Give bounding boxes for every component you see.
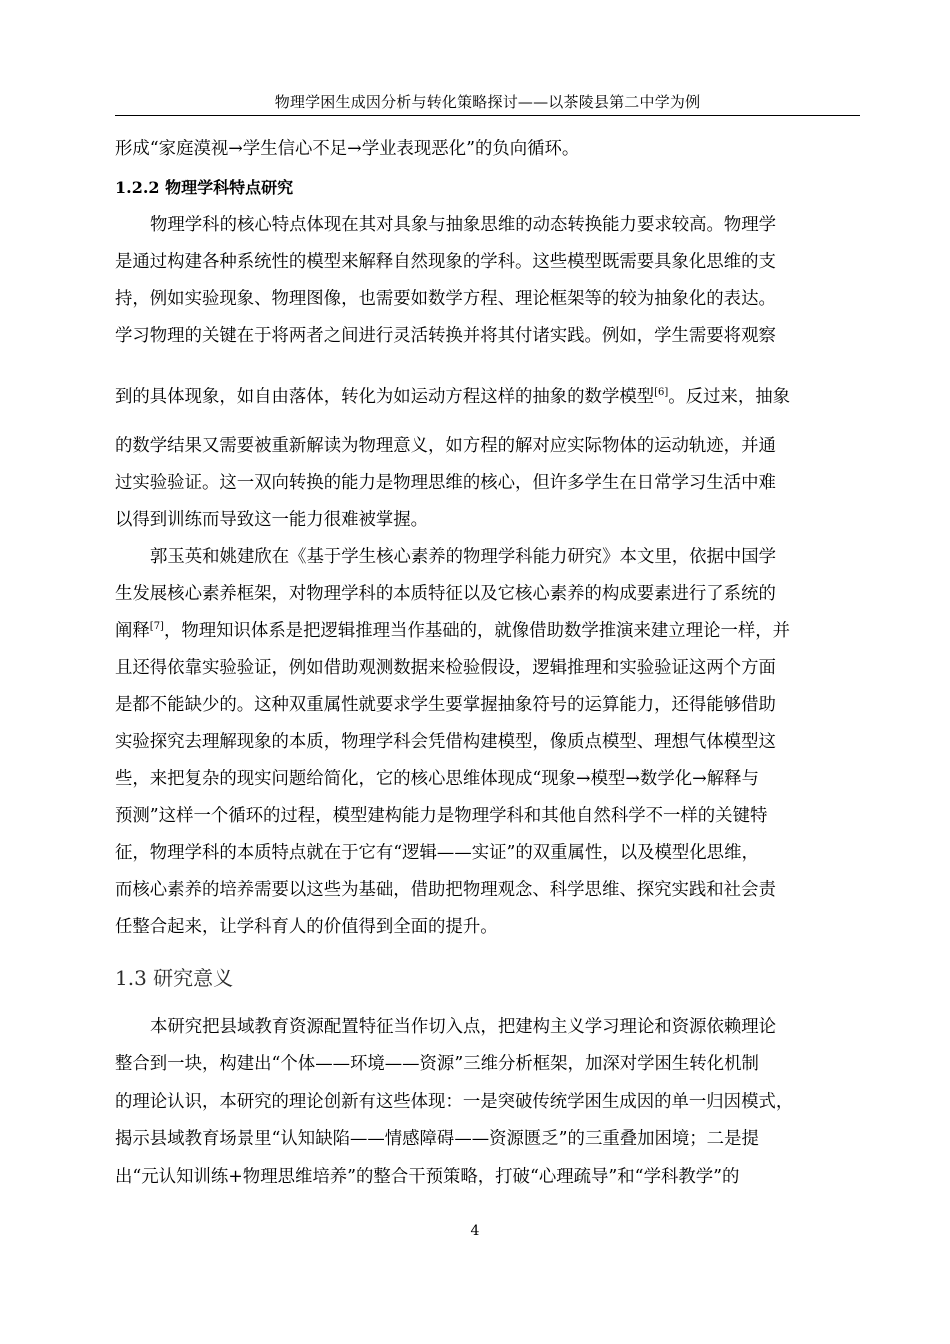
paragraph-line: 学习物理的关键在于将两者之间进行灵活转换并将其付诸实践。例如，学生需要将观察	[115, 326, 776, 346]
line-text: 到的具体现象，如自由落体，转化为如运动方程这样的抽象的数学模型	[115, 387, 655, 407]
paragraph-line: 形成“家庭漠视→学生信心不足→学业表现恶化”的负向循环。	[115, 139, 580, 159]
paragraph-line: 是都不能缺少的。这种双重属性就要求学生要掌握抽象符号的运算能力，还得能够借助	[115, 695, 776, 715]
paragraph-line: 征，物理学科的本质特点就在于它有“逻辑——实证”的双重属性，以及模型化思维，	[115, 843, 759, 863]
citation-ref-7[interactable]: [7]	[149, 621, 164, 632]
paragraph-line: 出“元认知训练+物理思维培养”的整合干预策略，打破“心理疏导”和“学科教学”的	[115, 1167, 740, 1187]
paragraph-line: 实验探究去理解现象的本质，物理学科会凭借构建模型，像质点模型、理想气体模型这	[115, 732, 776, 752]
paragraph-line: 郭玉英和姚建欣在《基于学生核心素养的物理学科能力研究》本文里，依据中国学	[150, 547, 777, 567]
running-header: 物理学困生成因分析与转化策略探讨——以茶陵县第二中学为例	[274, 93, 701, 111]
section-heading-1-3: 1.3 研究意义	[115, 966, 234, 990]
header-rule	[115, 115, 860, 116]
paragraph-line: 持，例如实验现象、物理图像，也需要如数学方程、理论框架等的较为抽象化的表达。	[115, 289, 776, 309]
paragraph-line: 过实验验证。这一双向转换的能力是物理思维的核心，但许多学生在日常学习生活中难	[115, 473, 776, 493]
page-number: 4	[470, 1223, 480, 1239]
paragraph-line: 而核心素养的培养需要以这些为基础，借助把物理观念、科学思维、探究实践和社会责	[115, 880, 776, 900]
citation-ref-6[interactable]: [6]	[654, 387, 669, 398]
paragraph-line: 些，来把复杂的现实问题给简化，它的核心思维体现成“现象→模型→数学化→解释与	[115, 769, 759, 789]
paragraph-line: 以得到训练而导致这一能力很难被掌握。	[115, 510, 429, 530]
paragraph-line: 任整合起来，让学科育人的价值得到全面的提升。	[115, 917, 498, 937]
paragraph-line	[115, 620, 790, 642]
paragraph-line: 的数学结果又需要被重新解读为物理意义，如方程的解对应实际物体的运动轨迹，并通	[115, 436, 776, 456]
paragraph-line: 是通过构建各种系统性的模型来解释自然现象的学科。这些模型既需要具象化思维的支	[115, 252, 776, 272]
paragraph-line: 本研究把县域教育资源配置特征当作切入点，把建构主义学习理论和资源依赖理论	[150, 1017, 777, 1037]
paragraph-line: 整合到一块，构建出“个体——环境——资源”三维分析框架，加深对学困生转化机制	[115, 1054, 759, 1074]
line-text: ，物理知识体系是把逻辑推理当作基础的，就像借助数学推演来建立理论一样，并	[163, 621, 791, 641]
paragraph-line: 揭示县域教育场景里“认知缺陷——情感障碍——资源匮乏”的三重叠加困境；二是提	[115, 1129, 759, 1149]
paragraph-line: 物理学科的核心特点体现在其对具象与抽象思维的动态转换能力要求较高。物理学	[150, 215, 777, 235]
paragraph-line: 的理论认识，本研究的理论创新有这些体现：一是突破传统学困生成因的单一归因模式，	[115, 1092, 794, 1112]
paragraph-line	[115, 386, 790, 408]
paragraph-line: 生发展核心素养框架，对物理学科的本质特征以及它核心素养的构成要素进行了系统的	[115, 584, 776, 604]
line-text: 阐释	[115, 621, 150, 641]
paragraph-line: 且还得依靠实验验证，例如借助观测数据来检验假设，逻辑推理和实验验证这两个方面	[115, 658, 776, 678]
paragraph-line: 预测”这样一个循环的过程，模型建构能力是物理学科和其他自然科学不一样的关键特	[115, 806, 768, 826]
subsection-heading-1-2-2: 1.2.2 物理学科特点研究	[115, 178, 294, 197]
line-text: 。反过来，抽象	[668, 387, 791, 407]
